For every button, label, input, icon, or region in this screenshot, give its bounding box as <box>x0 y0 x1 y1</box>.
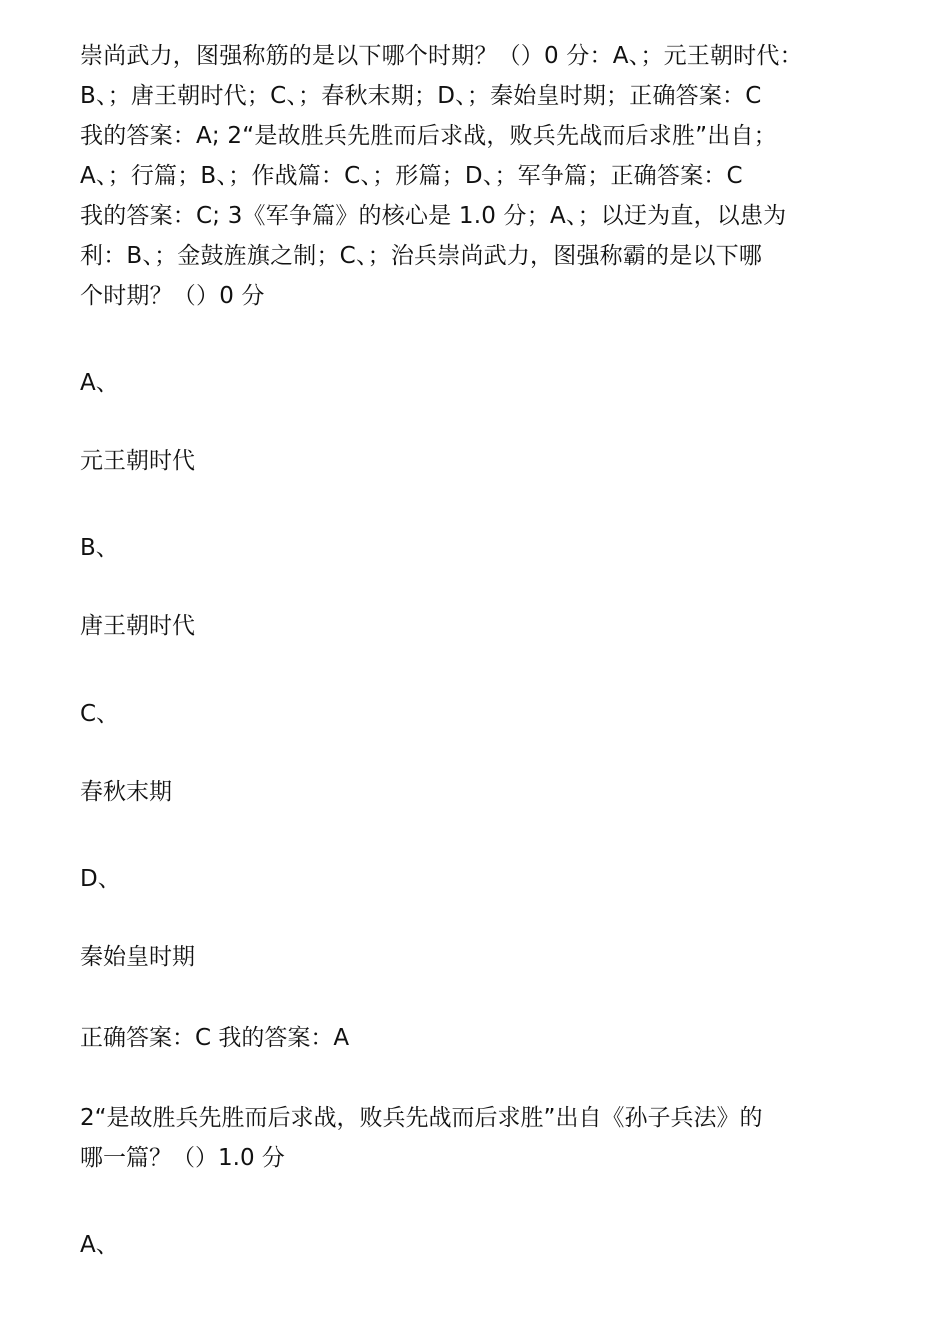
intro-line: A、；行篇；B、；作战篇：C、；形篇；D、；军争篇；正确答案：C <box>80 163 743 189</box>
intro-line: 我的答案：C; 3《军争篇》的核心是 1.0 分；A、；以迂为直，以患为 <box>80 203 787 229</box>
q2-question-line: 2“是故胜兵先胜而后求战，败兵先战而后求胜”出自《孙子兵法》的 <box>80 1105 763 1131</box>
q1-answer-line: 正确答案：C 我的答案：A <box>80 1025 350 1051</box>
q1-option-a-text: 元王朝时代 <box>80 448 195 474</box>
q2-option-a-label: A、 <box>80 1232 119 1258</box>
q2-question-line: 哪一篇？（）1.0 分 <box>80 1145 285 1171</box>
q1-option-d-label: D、 <box>80 866 121 892</box>
q1-option-a-label: A、 <box>80 370 119 396</box>
intro-line: 利：B、；金鼓旌旗之制；C、；治兵崇尚武力，图强称霸的是以下哪 <box>80 243 763 269</box>
document-page <box>80 36 870 316</box>
intro-line: 我的答案：A; 2“是故胜兵先胜而后求战，败兵先战而后求胜”出自； <box>80 123 777 149</box>
q1-option-c-label: C、 <box>80 701 120 727</box>
q1-option-d-text: 秦始皇时期 <box>80 944 195 970</box>
intro-line: 崇尚武力，图强称筋的是以下哪个时期？（）0 分：A、；元王朝时代： <box>80 43 803 69</box>
q1-option-b-text: 唐王朝时代 <box>80 613 195 639</box>
q1-option-b-label: B、 <box>80 535 119 561</box>
q1-option-c-text: 春秋末期 <box>80 779 172 805</box>
intro-line: B、；唐王朝时代；C、；春秋末期；D、；秦始皇时期；正确答案：C <box>80 83 762 109</box>
intro-line: 个时期？（）0 分 <box>80 283 265 309</box>
intro-paragraph <box>80 36 870 316</box>
